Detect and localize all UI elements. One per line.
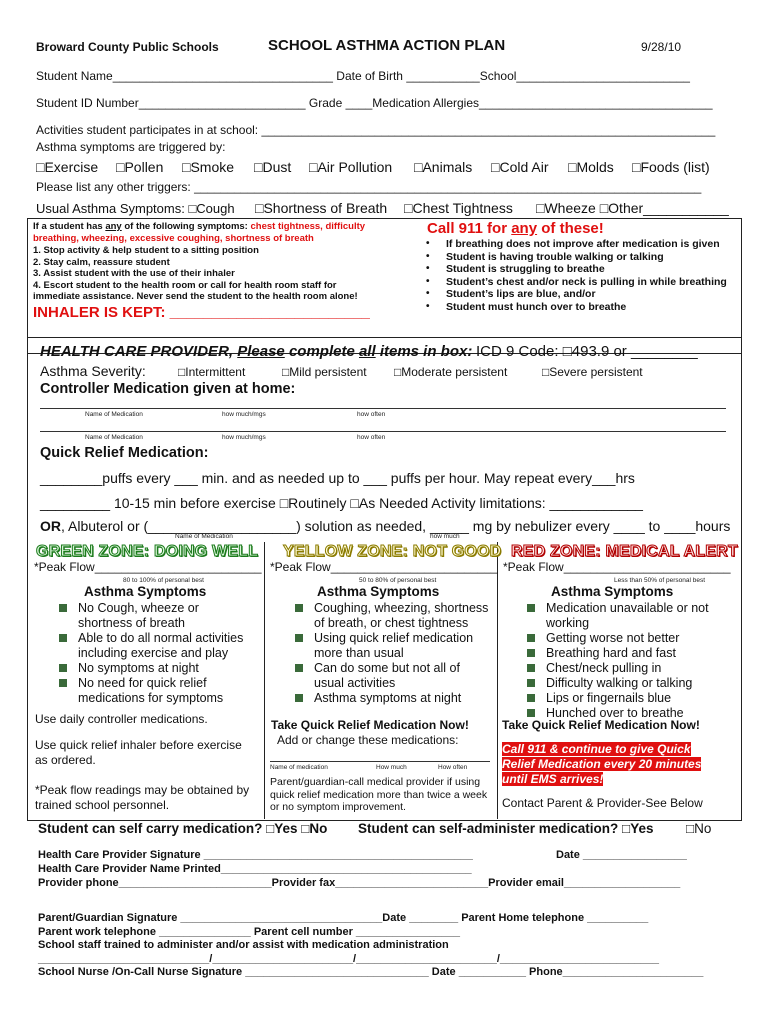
- med-label: how often: [357, 434, 386, 441]
- list-item: Can do some but not all of usual activities: [292, 661, 492, 691]
- red-zone-title: RED ZONE: MEDICAL ALERT: [511, 543, 738, 560]
- list-item: • If breathing does not improve after medication is given: [424, 238, 727, 251]
- symptom-wheeze-other[interactable]: □Wheeze □Other___________: [536, 200, 729, 216]
- other-triggers-line[interactable]: Please list any other triggers: ____________________________________________________________________________: [36, 180, 702, 194]
- red-contact: Contact Parent & Provider-See Below: [502, 796, 703, 810]
- list-item: Getting worse not better: [524, 631, 734, 646]
- list-item: • Student’s lips are blue, and/or: [424, 288, 727, 301]
- yellow-med-line[interactable]: [270, 761, 490, 762]
- call-911-list: [424, 238, 727, 314]
- icd-code[interactable]: ICD 9 Code: □493.9 or ________: [476, 343, 698, 360]
- green-note-exercise: Use quick relief inhaler before exercise as ordered.: [35, 738, 242, 767]
- list-item: Hunched over to breathe: [524, 706, 734, 721]
- trigger-air-pollution[interactable]: □Air Pollution: [309, 159, 393, 175]
- emergency-steps: 1. Stop activity & help student to a sitting position 2. Stay calm, reassure student 3. Assist student with the use of their inhaler 4. Escort student to the health room or call for health room staff for immediate assistance. Never send the student to the health room alone!: [33, 245, 358, 303]
- trigger-dust[interactable]: □Dust: [254, 159, 292, 175]
- albuterol-label: Name of Medication: [175, 533, 233, 540]
- list-item: Able to do all normal activities including exercise and play: [56, 631, 256, 661]
- hcp-date-line[interactable]: Date _________________: [556, 849, 687, 861]
- hcp-signature-line[interactable]: Health Care Provider Signature ____________________________________________: [38, 849, 473, 861]
- green-note-peak-flow: *Peak flow readings may be obtained by trained school personnel.: [35, 783, 250, 812]
- trigger-pollen[interactable]: □Pollen: [116, 159, 164, 175]
- list-item: Difficulty walking or talking: [524, 676, 734, 691]
- page-title: SCHOOL ASTHMA ACTION PLAN: [268, 37, 506, 54]
- trigger-animals[interactable]: □Animals: [414, 159, 473, 175]
- trigger-exercise[interactable]: □Exercise: [36, 159, 99, 175]
- org-name: Broward County Public Schools: [36, 40, 219, 54]
- med-label: Name of Medication: [85, 411, 143, 418]
- yellow-range: 50 to 80% of personal best: [359, 577, 437, 584]
- exercise-line[interactable]: _________ 10-15 min before exercise □Routinely □As Needed Activity limitations: ____________: [40, 495, 643, 511]
- list-item: Medication unavailable or not working: [524, 601, 734, 631]
- quick-relief-heading: Quick Relief Medication:: [40, 445, 209, 461]
- list-item: Chest/neck pulling in: [524, 661, 734, 676]
- inhaler-kept-line[interactable]: INHALER IS KEPT: ________________________: [33, 304, 370, 321]
- red-symptoms-title: Asthma Symptoms: [551, 584, 674, 599]
- controller-heading: Controller Medication given at home:: [40, 381, 296, 397]
- provider-heading: HEALTH CARE PROVIDER, Please complete all items in box:: [40, 343, 473, 360]
- provider-contact-line[interactable]: Provider phone_________________________Provider fax_________________________Provider email___________________: [38, 877, 681, 889]
- red-symptoms-list: [524, 601, 734, 721]
- red-call-911: Call 911 & continue to give Quick Relief Medication every 20 minutes until EMS arrives!: [502, 742, 702, 786]
- list-item: Asthma symptoms at night: [292, 691, 492, 706]
- trigger-molds[interactable]: □Molds: [568, 159, 614, 175]
- list-item: • Student is having trouble walking or talking: [424, 251, 727, 264]
- med-label: Name of Medication: [85, 434, 143, 441]
- red-range: Less than 50% of personal best: [614, 577, 706, 584]
- med-label: how much/mgs: [222, 411, 266, 418]
- yellow-add-change: Add or change these medications:: [277, 733, 459, 747]
- albuterol-line[interactable]: OR, Albuterol or (___________________) solution as needed, _____ mg by nebulizer every ____ to ____hours: [40, 518, 731, 534]
- list-item: Lips or fingernails blue: [524, 691, 734, 706]
- zone-divider-2: [497, 542, 498, 819]
- usual-symptoms-cough[interactable]: Usual Asthma Symptoms: □Cough: [36, 201, 235, 216]
- severity-label: Asthma Severity:: [40, 363, 146, 379]
- list-item: • Student’s chest and/or neck is pulling in while breathing: [424, 276, 727, 289]
- staff-trained-line[interactable]: ____________________________/_______________________/_______________________/__________________________: [38, 953, 659, 965]
- activities-line[interactable]: Activities student participates in at school: ____________________________________________________________________: [36, 123, 716, 137]
- yellow-symptoms-title: Asthma Symptoms: [317, 584, 440, 599]
- emergency-intro: If a student has any of the following symptoms: chest tightness, difficulty breathing, wheezing, excessive coughing, shortness of breath: [33, 221, 366, 244]
- trigger-foods[interactable]: □Foods (list): [632, 159, 710, 175]
- list-item: No need for quick relief medications for symptoms: [56, 676, 256, 706]
- yellow-zone-title: YELLOW ZONE: NOT GOOD: [283, 543, 502, 560]
- red-take-now: Take Quick Relief Medication Now!: [502, 718, 700, 732]
- green-peak-flow[interactable]: *Peak Flow_________________________: [34, 560, 262, 574]
- severity-mild[interactable]: □Mild persistent: [282, 365, 367, 379]
- parent-phone-line[interactable]: Parent work telephone _______________ Parent cell number _________________: [38, 926, 460, 938]
- green-zone-title: GREEN ZONE: DOING WELL: [36, 543, 259, 560]
- yellow-parent-note: Parent/guardian-call medical provider if using quick relief medication more than twice a week or no symptom improvement.: [270, 776, 488, 813]
- severity-intermittent[interactable]: □Intermittent: [178, 365, 246, 379]
- green-range: 80 to 100% of personal best: [123, 577, 204, 584]
- severity-moderate[interactable]: □Moderate persistent: [394, 365, 508, 379]
- list-item: • Student is struggling to breathe: [424, 263, 727, 276]
- puffs-line[interactable]: ________puffs every ___ min. and as needed up to ___ puffs per hour. May repeat every___hrs: [40, 470, 635, 486]
- triggered-by-label: Asthma symptoms are triggered by:: [36, 140, 226, 154]
- yellow-symptoms-list: [292, 601, 492, 706]
- green-symptoms-title: Asthma Symptoms: [84, 584, 207, 599]
- list-item: Coughing, wheezing, shortness of breath, or chest tightness: [292, 601, 492, 631]
- form-date: 9/28/10: [641, 40, 682, 54]
- symptom-chest-tightness[interactable]: □Chest Tightness: [404, 200, 513, 216]
- zone-divider-1: [264, 542, 265, 819]
- staff-trained-label: School staff trained to administer and/or assist with medication administration: [38, 939, 449, 951]
- yellow-take-now: Take Quick Relief Medication Now!: [271, 718, 469, 732]
- yellow-peak-flow[interactable]: *Peak Flow_________________________: [270, 560, 498, 574]
- self-administer-no[interactable]: □No: [686, 821, 712, 836]
- list-item: Using quick relief medication more than usual: [292, 631, 492, 661]
- controller-med-line-1[interactable]: [40, 408, 726, 409]
- trigger-cold-air[interactable]: □Cold Air: [491, 159, 549, 175]
- yellow-med-label: How much: [376, 764, 407, 771]
- green-note-controller: Use daily controller medications.: [35, 712, 208, 726]
- green-symptoms-list: [56, 601, 256, 706]
- symptom-shortness-of-breath[interactable]: □Shortness of Breath: [255, 200, 388, 216]
- list-item: • Student must hunch over to breathe: [424, 301, 727, 314]
- med-label: how much/mgs: [222, 434, 266, 441]
- student-id-line[interactable]: Student ID Number_________________________ Grade ____Medication Allergies___________________________________: [36, 96, 713, 110]
- list-item: No Cough, wheeze or shortness of breath: [56, 601, 256, 631]
- parent-signature-line[interactable]: Parent/Guardian Signature _________________________________Date ________ Parent Home telephone __________: [38, 912, 649, 924]
- self-administer-question[interactable]: Student can self-administer medication? □Yes: [358, 821, 654, 836]
- self-carry-question[interactable]: Student can self carry medication? □Yes □No: [38, 821, 328, 836]
- red-peak-flow[interactable]: *Peak Flow_________________________: [503, 560, 731, 574]
- nurse-signature-line[interactable]: School Nurse /On-Call Nurse Signature ______________________________ Date ___________ Phone_______________________: [38, 966, 704, 978]
- yellow-med-label: How often: [438, 764, 468, 771]
- severity-severe[interactable]: □Severe persistent: [542, 365, 643, 379]
- call-911-heading: Call 911 for any of these!: [427, 220, 604, 237]
- yellow-med-label: Name of medication: [270, 764, 328, 771]
- list-item: No symptoms at night: [56, 661, 256, 676]
- hcp-name-line[interactable]: Health Care Provider Name Printed_________________________________________: [38, 863, 472, 875]
- trigger-smoke[interactable]: □Smoke: [182, 159, 235, 175]
- med-label: how often: [357, 411, 386, 418]
- list-item: Breathing hard and fast: [524, 646, 734, 661]
- student-name-line[interactable]: Student Name_________________________________ Date of Birth ___________School__________________________: [36, 69, 690, 83]
- controller-med-line-2[interactable]: [40, 431, 726, 432]
- albuterol-label: how much: [430, 533, 460, 540]
